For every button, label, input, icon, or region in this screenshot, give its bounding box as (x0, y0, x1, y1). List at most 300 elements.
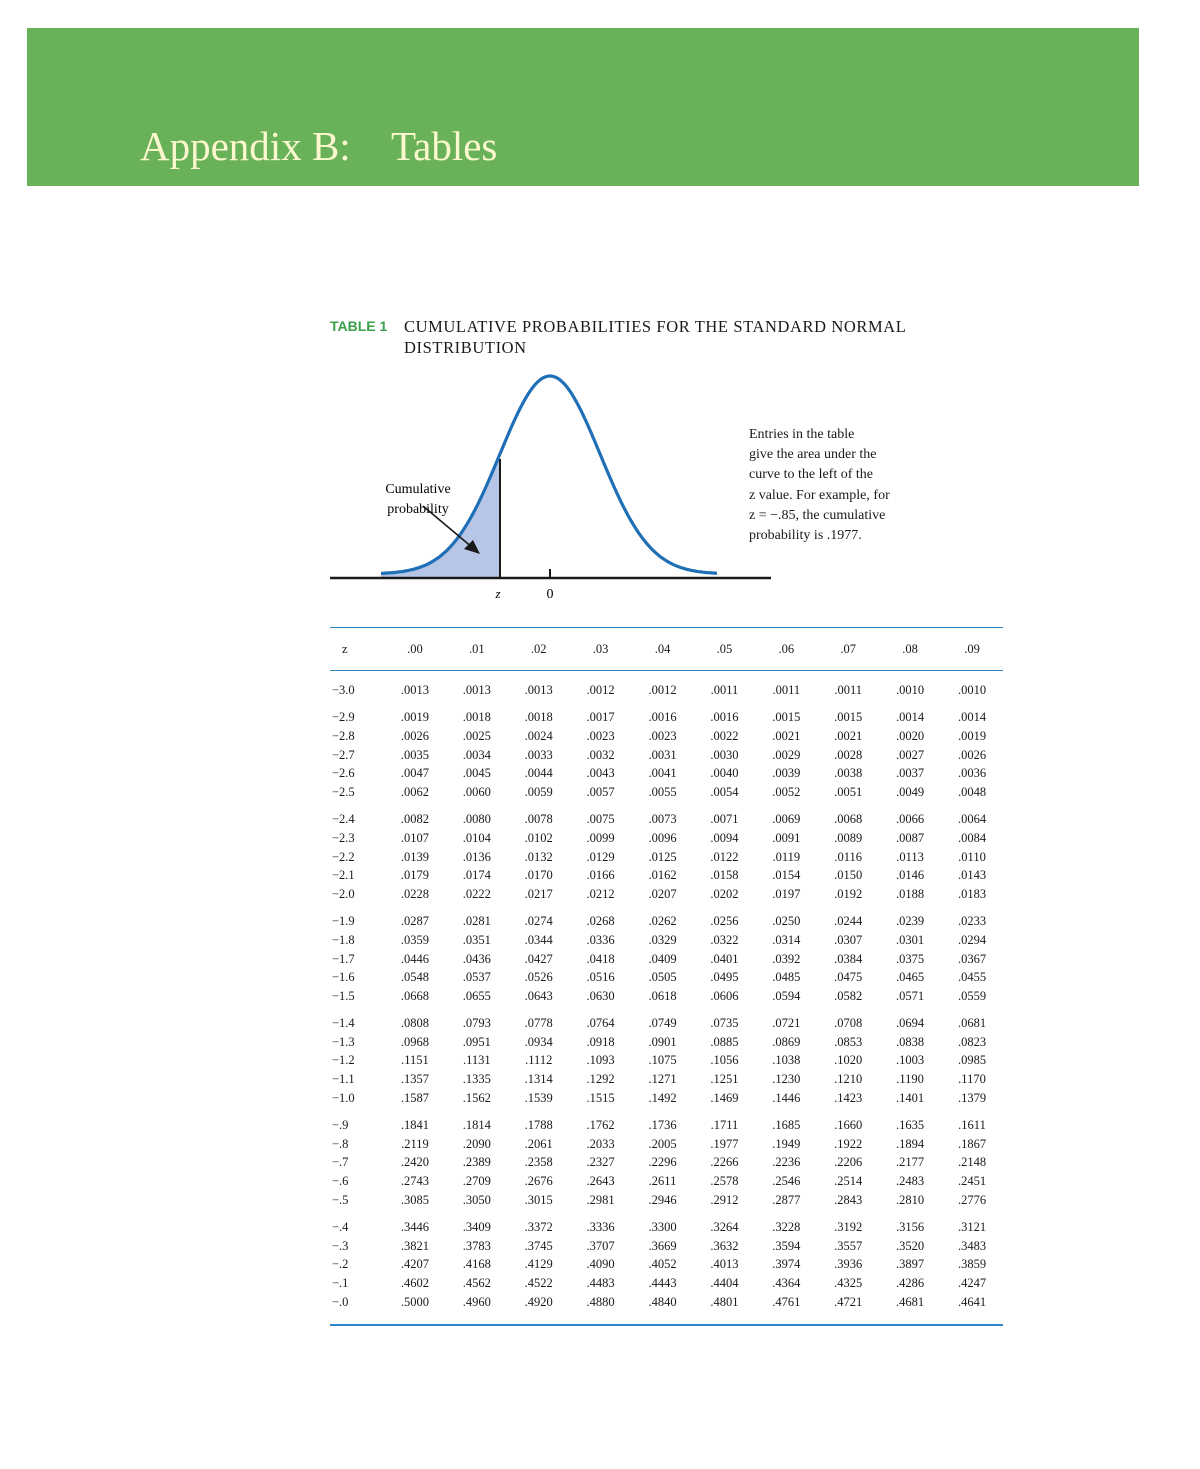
z-value-cell: −2.8 (332, 728, 355, 743)
probability-cell: .2776 (957, 1192, 987, 1207)
probability-cell: .0016 (710, 710, 739, 725)
table-row (330, 783, 1003, 802)
probability-cell: .0314 (772, 932, 801, 947)
z-value-cell: −1.7 (332, 951, 355, 966)
probability-cell: .0069 (772, 812, 801, 827)
probability-cell: .0351 (462, 932, 491, 947)
probability-cell: .1762 (586, 1118, 615, 1133)
probability-cell: .0075 (586, 812, 615, 827)
probability-cell: .1292 (586, 1072, 615, 1087)
table-row (330, 1274, 1003, 1293)
probability-cell: .4761 (772, 1294, 801, 1309)
probability-cell: .2877 (772, 1192, 801, 1207)
table-row (330, 950, 1003, 969)
probability-cell: .0040 (710, 766, 739, 781)
probability-cell: .0571 (896, 988, 925, 1003)
probability-cell: .0110 (958, 849, 986, 864)
probability-cell: .0043 (586, 766, 615, 781)
z-value-cell: −.5 (332, 1192, 349, 1207)
probability-cell: .0281 (462, 914, 491, 929)
probability-cell: .0047 (400, 766, 429, 781)
probability-cell: .0073 (648, 812, 677, 827)
column-header: .04 (632, 628, 694, 671)
probability-cell: .0036 (957, 766, 987, 781)
probability-cell: .0032 (586, 747, 615, 762)
table-row (330, 1293, 1003, 1325)
z-value-cell: −1.0 (332, 1090, 355, 1105)
probability-cell: .3707 (586, 1238, 615, 1253)
probability-cell: .0885 (710, 1034, 739, 1049)
probability-cell: .2236 (772, 1155, 801, 1170)
probability-cell: .0202 (710, 886, 739, 901)
probability-cell: .0951 (462, 1034, 491, 1049)
probability-cell: .0170 (524, 868, 553, 883)
probability-cell: .3936 (834, 1257, 863, 1272)
probability-cell: .1075 (648, 1053, 677, 1068)
probability-cell: .2296 (648, 1155, 677, 1170)
table-row (330, 1052, 1003, 1071)
column-header: .08 (879, 628, 941, 671)
probability-cell: .3372 (524, 1220, 553, 1235)
probability-cell: .1922 (834, 1136, 863, 1151)
probability-cell: .0287 (400, 914, 429, 929)
probability-cell: .0154 (772, 868, 801, 883)
probability-cell: .0018 (462, 710, 491, 725)
probability-cell: .0049 (896, 784, 925, 799)
probability-cell: .0030 (710, 747, 739, 762)
probability-cell: .3228 (772, 1220, 801, 1235)
probability-cell: .0197 (772, 886, 801, 901)
probability-cell: .0708 (834, 1016, 863, 1031)
probability-cell: .0041 (648, 766, 677, 781)
probability-cell: .0465 (896, 970, 925, 985)
probability-cell: .2420 (400, 1155, 429, 1170)
probability-cell: .4880 (586, 1294, 615, 1309)
probability-cell: .4090 (586, 1257, 615, 1272)
z-value-cell: −.8 (332, 1136, 349, 1151)
z-value-cell: −2.1 (332, 868, 355, 883)
probability-cell: .2451 (957, 1174, 987, 1189)
z-value-cell: −2.0 (332, 886, 355, 901)
probability-cell: .2611 (648, 1174, 677, 1189)
probability-cell: .4483 (586, 1276, 615, 1291)
probability-cell: .0934 (524, 1034, 553, 1049)
column-header: .09 (941, 628, 1003, 671)
probability-cell: .0918 (586, 1034, 615, 1049)
z-value-cell: −.2 (332, 1257, 349, 1272)
probability-cell: .0158 (710, 868, 739, 883)
probability-cell: .0017 (586, 710, 615, 725)
probability-cell: .2810 (896, 1192, 925, 1207)
probability-cell: .2177 (896, 1155, 925, 1170)
probability-cell: .1056 (710, 1053, 739, 1068)
column-header-z: z (330, 628, 384, 671)
probability-cell: .0143 (957, 868, 987, 883)
probability-cell: .0080 (462, 812, 491, 827)
probability-cell: .0045 (462, 766, 491, 781)
probability-cell: .4721 (834, 1294, 863, 1309)
probability-cell: .0668 (400, 988, 429, 1003)
probability-cell: .3300 (648, 1220, 677, 1235)
probability-cell: .0359 (400, 932, 429, 947)
probability-cell: .0014 (957, 710, 987, 725)
table-row (330, 1191, 1003, 1210)
probability-cell: .0594 (772, 988, 801, 1003)
probability-cell: .0027 (896, 747, 925, 762)
probability-cell: .4325 (834, 1276, 863, 1291)
normal-curve-figure (328, 366, 778, 606)
probability-cell: .0057 (586, 784, 615, 799)
probability-cell: .0107 (400, 830, 429, 845)
probability-cell: .0162 (648, 868, 677, 883)
probability-cell: .0838 (896, 1034, 925, 1049)
probability-cell: .0367 (957, 951, 987, 966)
probability-cell: .0166 (586, 868, 615, 883)
probability-cell: .2005 (648, 1136, 677, 1151)
column-header: .00 (384, 628, 446, 671)
probability-cell: .0012 (648, 682, 677, 697)
probability-cell: .0010 (896, 682, 925, 697)
probability-cell: .1170 (958, 1072, 986, 1087)
probability-cell: .0853 (834, 1034, 863, 1049)
probability-cell: .1539 (524, 1090, 553, 1105)
probability-cell: .0455 (957, 970, 987, 985)
table-row (330, 866, 1003, 885)
probability-cell: .0078 (524, 812, 553, 827)
table-row (330, 727, 1003, 746)
probability-cell: .0039 (772, 766, 801, 781)
probability-cell: .0066 (896, 812, 925, 827)
probability-cell: .0322 (710, 932, 739, 947)
z-value-cell: −1.6 (332, 970, 355, 985)
z-value-cell: −.3 (332, 1238, 349, 1253)
table-row (330, 1237, 1003, 1256)
probability-cell: .0102 (524, 830, 553, 845)
probability-cell: .1841 (400, 1118, 429, 1133)
probability-cell: .4960 (462, 1294, 491, 1309)
probability-cell: .2981 (586, 1192, 615, 1207)
probability-cell: .0630 (586, 988, 615, 1003)
probability-cell: .1251 (710, 1072, 739, 1087)
probability-cell: .0212 (586, 886, 615, 901)
probability-cell: .0035 (400, 747, 429, 762)
probability-cell: .0132 (524, 849, 553, 864)
probability-cell: .0125 (648, 849, 677, 864)
probability-cell: .4840 (648, 1294, 677, 1309)
probability-cell: .4801 (710, 1294, 739, 1309)
probability-cell: .1020 (834, 1053, 863, 1068)
probability-cell: .0207 (648, 886, 677, 901)
table-row (330, 700, 1003, 728)
probability-cell: .0146 (896, 868, 925, 883)
probability-cell: .4168 (462, 1257, 491, 1272)
probability-cell: .3192 (834, 1220, 863, 1235)
probability-cell: .0025 (462, 728, 491, 743)
probability-cell: .3783 (462, 1238, 491, 1253)
probability-cell: .0014 (896, 710, 925, 725)
header-banner (27, 28, 1139, 186)
probability-cell: .0099 (586, 830, 615, 845)
probability-cell: .0808 (400, 1016, 429, 1031)
probability-cell: .1446 (772, 1090, 801, 1105)
probability-cell: .0012 (586, 682, 615, 697)
z-table (330, 627, 1003, 1324)
probability-cell: .0446 (400, 951, 429, 966)
probability-cell: .0062 (400, 784, 429, 799)
probability-cell: .2389 (462, 1155, 491, 1170)
probability-cell: .2090 (462, 1136, 491, 1151)
probability-cell: .0096 (648, 830, 677, 845)
normal-curve (381, 376, 717, 573)
probability-cell: .0129 (586, 849, 615, 864)
probability-cell: .0091 (772, 830, 801, 845)
probability-cell: .3974 (772, 1257, 801, 1272)
probability-cell: .0044 (524, 766, 553, 781)
probability-cell: .0436 (462, 951, 491, 966)
probability-cell: .0015 (834, 710, 863, 725)
probability-cell: .3336 (586, 1220, 615, 1235)
probability-cell: .0823 (957, 1034, 987, 1049)
column-header: .05 (693, 628, 755, 671)
probability-cell: .0021 (772, 728, 801, 743)
z-value-cell: −1.8 (332, 932, 355, 947)
probability-cell: .0071 (710, 812, 739, 827)
probability-cell: .0082 (400, 812, 429, 827)
column-header: .03 (570, 628, 632, 671)
probability-cell: .0054 (710, 784, 739, 799)
table-row (330, 1209, 1003, 1237)
probability-cell: .0011 (772, 682, 801, 697)
probability-cell: .2843 (834, 1192, 863, 1207)
table-header-row (330, 628, 1003, 671)
probability-cell: .4286 (896, 1276, 925, 1291)
probability-cell: .1611 (958, 1118, 986, 1133)
probability-cell: .1492 (648, 1090, 677, 1105)
probability-cell: .0655 (462, 988, 491, 1003)
probability-cell: .1814 (462, 1118, 491, 1133)
probability-cell: .1660 (834, 1118, 863, 1133)
probability-cell: .1379 (957, 1090, 987, 1105)
column-header: .06 (755, 628, 817, 671)
figure-caption (749, 425, 939, 546)
probability-cell: .3121 (957, 1220, 987, 1235)
probability-cell: .0409 (648, 951, 677, 966)
probability-cell: .0384 (834, 951, 863, 966)
probability-cell: .2148 (957, 1155, 987, 1170)
probability-cell: .1587 (400, 1090, 429, 1105)
table-row (330, 802, 1003, 830)
probability-cell: .1711 (710, 1118, 739, 1133)
probability-cell: .1894 (896, 1136, 925, 1151)
probability-cell: .0021 (834, 728, 863, 743)
probability-cell: .0495 (710, 970, 739, 985)
probability-cell: .3669 (648, 1238, 677, 1253)
column-header: .01 (446, 628, 508, 671)
probability-cell: .2946 (648, 1192, 677, 1207)
z-value-cell: −1.3 (332, 1034, 355, 1049)
probability-cell: .0139 (400, 849, 429, 864)
probability-cell: .3520 (896, 1238, 925, 1253)
probability-cell: .1093 (586, 1053, 615, 1068)
probability-cell: .4522 (524, 1276, 553, 1291)
probability-cell: .1685 (772, 1118, 801, 1133)
probability-cell: .0150 (834, 868, 863, 883)
caption-line: curve to the left of the (749, 467, 874, 483)
probability-cell: .0681 (957, 1016, 987, 1031)
probability-cell: .0064 (957, 812, 987, 827)
probability-cell: .0336 (586, 932, 615, 947)
probability-cell: .1469 (710, 1090, 739, 1105)
probability-cell: .3859 (957, 1257, 987, 1272)
probability-cell: .0268 (586, 914, 615, 929)
probability-cell: .1788 (524, 1118, 553, 1133)
probability-cell: .3594 (772, 1238, 801, 1253)
probability-cell: .0418 (586, 951, 615, 966)
probability-cell: .0013 (462, 682, 491, 697)
probability-cell: .1112 (525, 1053, 553, 1068)
probability-cell: .0643 (524, 988, 553, 1003)
table-row (330, 1172, 1003, 1191)
probability-cell: .3409 (462, 1220, 491, 1235)
probability-cell: .1038 (772, 1053, 801, 1068)
probability-cell: .0217 (524, 886, 553, 901)
table-row (330, 1006, 1003, 1034)
probability-cell: .0344 (524, 932, 553, 947)
probability-cell: .0526 (524, 970, 553, 985)
probability-cell: .0968 (400, 1034, 429, 1049)
probability-cell: .0060 (462, 784, 491, 799)
probability-cell: .3821 (400, 1238, 429, 1253)
probability-cell: .1230 (772, 1072, 801, 1087)
cumulative-label: Cumulative (385, 482, 451, 497)
probability-cell: .0026 (957, 747, 987, 762)
probability-cell: .0329 (648, 932, 677, 947)
probability-cell: .3264 (710, 1220, 739, 1235)
probability-cell: .0188 (896, 886, 925, 901)
probability-cell: .0239 (896, 914, 925, 929)
probability-cell: .0301 (896, 932, 925, 947)
probability-cell: .0183 (957, 886, 987, 901)
probability-cell: .0749 (648, 1016, 677, 1031)
probability-cell: .4364 (772, 1276, 801, 1291)
probability-cell: .0023 (586, 728, 615, 743)
probability-cell: .0031 (648, 747, 677, 762)
probability-cell: .2643 (586, 1174, 615, 1189)
probability-cell: .0013 (524, 682, 553, 697)
caption-line: give the area under the (749, 447, 877, 463)
z-value-cell: −1.1 (332, 1072, 355, 1087)
probability-cell: .0089 (834, 830, 863, 845)
z-value-cell: −2.3 (332, 830, 355, 845)
probability-cell: .0694 (896, 1016, 925, 1031)
table-label: TABLE 1 (330, 318, 388, 334)
probability-cell: .1635 (896, 1118, 925, 1133)
probability-cell: .4602 (400, 1276, 429, 1291)
z-value-cell: −1.5 (332, 988, 355, 1003)
probability-cell: .3897 (896, 1257, 925, 1272)
probability-cell: .0735 (710, 1016, 739, 1031)
probability-cell: .3015 (524, 1192, 553, 1207)
probability-cell: .0022 (710, 728, 739, 743)
probability-cell: .0250 (772, 914, 801, 929)
probability-cell: .3085 (400, 1192, 429, 1207)
probability-cell: .0559 (957, 988, 987, 1003)
probability-cell: .2709 (462, 1174, 491, 1189)
page-title: Appendix B: Tables (140, 123, 498, 169)
probability-cell: .3557 (834, 1238, 863, 1253)
z-value-cell: −1.2 (332, 1053, 355, 1068)
probability-cell: .0505 (648, 970, 677, 985)
probability-cell: .0013 (400, 682, 429, 697)
probability-cell: .4562 (462, 1276, 491, 1291)
probability-cell: .0010 (957, 682, 987, 697)
probability-cell: .3745 (524, 1238, 553, 1253)
probability-cell: .0068 (834, 812, 863, 827)
table-row (330, 904, 1003, 932)
probability-cell: .0116 (834, 849, 863, 864)
probability-cell: .0475 (834, 970, 863, 985)
z-value-cell: −.0 (332, 1294, 349, 1309)
probability-cell: .0051 (834, 784, 863, 799)
probability-cell: .1210 (834, 1072, 863, 1087)
probability-cell: .4920 (524, 1294, 553, 1309)
probability-cell: .0516 (586, 970, 615, 985)
probability-cell: .3446 (400, 1220, 429, 1235)
probability-cell: .0256 (710, 914, 739, 929)
probability-cell: .0618 (648, 988, 677, 1003)
z-value-cell: −2.7 (332, 747, 355, 762)
probability-cell: .0038 (834, 766, 863, 781)
probability-cell: .0034 (462, 747, 491, 762)
probability-cell: .0024 (524, 728, 553, 743)
probability-cell: .0778 (524, 1016, 553, 1031)
probability-cell: .4681 (896, 1294, 925, 1309)
probability-cell: .0294 (957, 932, 987, 947)
probability-cell: .0307 (834, 932, 863, 947)
probability-cell: .0606 (710, 988, 739, 1003)
probability-cell: .0274 (524, 914, 553, 929)
probability-cell: .0192 (834, 886, 863, 901)
table-row (330, 764, 1003, 783)
probability-cell: .1867 (957, 1136, 987, 1151)
probability-cell: .1401 (896, 1090, 925, 1105)
probability-cell: .2061 (524, 1136, 553, 1151)
table-bottom-rule (330, 1324, 1003, 1326)
probability-cell: .0582 (834, 988, 863, 1003)
table-row (330, 848, 1003, 867)
probability-cell: .2743 (400, 1174, 429, 1189)
probability-cell: .0048 (957, 784, 987, 799)
probability-cell: .0033 (524, 747, 553, 762)
column-header: .02 (508, 628, 570, 671)
probability-cell: .1151 (401, 1053, 429, 1068)
probability-cell: .0427 (524, 951, 553, 966)
probability-cell: .1357 (400, 1072, 429, 1087)
probability-cell: .0228 (400, 886, 429, 901)
probability-cell: .3632 (710, 1238, 739, 1253)
probability-cell: .0019 (400, 710, 429, 725)
z-value-cell: −.6 (332, 1174, 349, 1189)
probability-cell: .0028 (834, 747, 863, 762)
column-header: .07 (817, 628, 879, 671)
probability-label: probability (387, 502, 449, 517)
table-row (330, 1135, 1003, 1154)
z-value-cell: −2.9 (332, 710, 355, 725)
probability-cell: .1736 (648, 1118, 677, 1133)
z-axis-label: z (495, 586, 501, 601)
table-title: CUMULATIVE PROBABILITIES FOR THE STANDARD NORMAL DISTRIBUTION (404, 317, 906, 357)
table-row (330, 1154, 1003, 1173)
